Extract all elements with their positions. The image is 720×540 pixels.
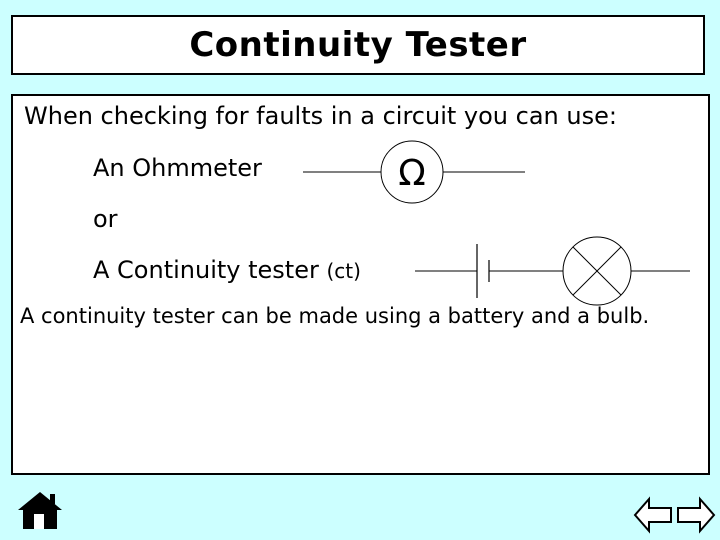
home-icon[interactable] <box>17 490 63 530</box>
content-panel <box>11 94 710 475</box>
arrow-right-icon[interactable] <box>676 495 716 535</box>
page-title: Continuity Tester <box>189 25 527 65</box>
title-box <box>11 15 705 75</box>
intro-text: When checking for faults in a circuit you can use: <box>24 102 617 130</box>
battery-bulb-note: A continuity tester can be made using a battery and a bulb. <box>20 304 650 328</box>
ohmmeter-label: An Ohmmeter <box>93 154 262 182</box>
continuity-tester-label <box>93 256 361 284</box>
arrow-left-icon[interactable] <box>633 495 673 535</box>
or-label: or <box>93 205 118 233</box>
continuity-tester-abbr: (ct) <box>326 259 361 283</box>
ohm-symbol: Ω <box>398 153 426 194</box>
continuity-tester-symbol <box>415 236 690 306</box>
continuity-tester-text: A Continuity tester <box>93 256 319 284</box>
ohmmeter-symbol <box>303 140 543 204</box>
